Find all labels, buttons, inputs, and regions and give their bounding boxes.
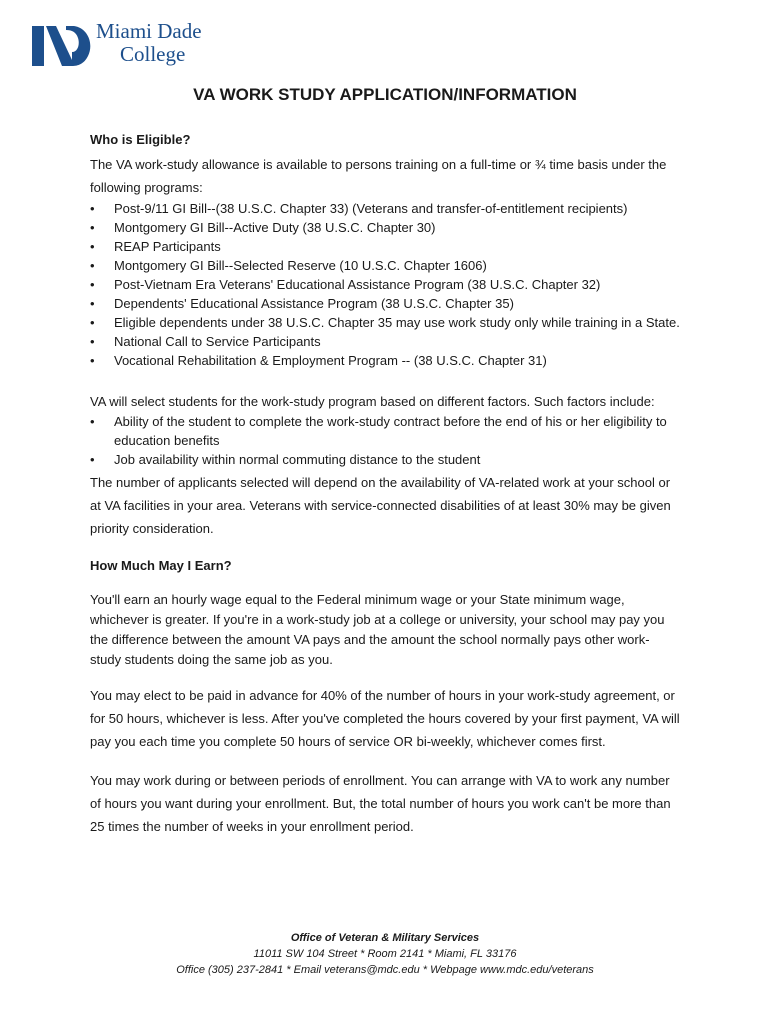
document-body [90, 130, 680, 838]
list-item: • Job availability within normal commuting distance to the student [90, 450, 680, 469]
selection-intro: VA will select students for the work-study program based on different factors. Such factors include: [90, 394, 655, 409]
list-item: • Montgomery GI Bill--Selected Reserve (10 U.S.C. Chapter 1606) [90, 256, 680, 275]
logo-line-2: College [120, 42, 186, 66]
list-item: • Eligible dependents under 38 U.S.C. Chapter 35 may use work study only while training in a State. [90, 313, 680, 332]
eligibility-intro: The VA work-study allowance is available to persons training on a full-time or ¾ time basis under the following programs: [90, 157, 667, 195]
list-item: • Post-Vietnam Era Veterans' Educational Assistance Program (38 U.S.C. Chapter 32) [90, 275, 680, 294]
earnings-paragraph-3: You may work during or between periods of enrollment. You can arrange with VA to work any number of hours you want during your enrollment. But, the total number of hours you work can't be more than 25 times the number of weeks in your enrollment period. [90, 773, 671, 834]
list-item: • Ability of the student to complete the work-study contract before the end of his or her eligibility to education benefits [90, 412, 680, 450]
page-footer [0, 930, 770, 978]
footer-office: Office of Veteran & Military Services [290, 932, 480, 944]
list-item: • REAP Participants [90, 237, 680, 256]
footer-contact: Office (305) 237-2841 * Email veterans@mdc.edu * Webpage www.mdc.edu/veterans [176, 964, 594, 976]
earnings-paragraph-2: You may elect to be paid in advance for 40% of the number of hours in your work-study agreement, or for 50 hours, whichever is less. After you've completed the hours covered by your first payment, VA will pay you each time you complete 50 hours of service OR bi-weekly, whichever comes first. [90, 688, 680, 749]
college-name [96, 20, 202, 66]
earnings-heading: How Much May I Earn? [90, 558, 232, 573]
page-title: VA WORK STUDY APPLICATION/INFORMATION [193, 85, 577, 104]
footer-address: 11011 SW 104 Street * Room 2141 * Miami, FL 33176 [253, 948, 517, 960]
selection-closing: The number of applicants selected will depend on the availability of VA-related work at your school or at VA facilities in your area. Veterans with service-connected disabilities of at least 30% may be given priority consideration. [90, 475, 671, 536]
list-item: • National Call to Service Participants [90, 332, 680, 351]
logo-line-1: Miami Dade [96, 19, 202, 43]
list-item: • Vocational Rehabilitation & Employment Program -- (38 U.S.C. Chapter 31) [90, 351, 680, 370]
eligibility-heading: Who is Eligible? [90, 132, 191, 147]
list-item: • Post-9/11 GI Bill--(38 U.S.C. Chapter 33) (Veterans and transfer-of-entitlement recipients) [90, 199, 680, 218]
earnings-paragraph-1: You'll earn an hourly wage equal to the Federal minimum wage or your State minimum wage, whichever is greater. If you're in a work-study job at a college or university, your school may pay you the difference between the amount VA pays and the amount the school normally pays other work-study students doing the same job as you. [90, 592, 665, 667]
list-item: • Dependents' Educational Assistance Program (38 U.S.C. Chapter 35) [90, 294, 680, 313]
factors-list [90, 412, 680, 469]
mdc-logo-mark [32, 22, 92, 72]
list-item: • Montgomery GI Bill--Active Duty (38 U.S.C. Chapter 30) [90, 218, 680, 237]
programs-list [90, 199, 680, 370]
